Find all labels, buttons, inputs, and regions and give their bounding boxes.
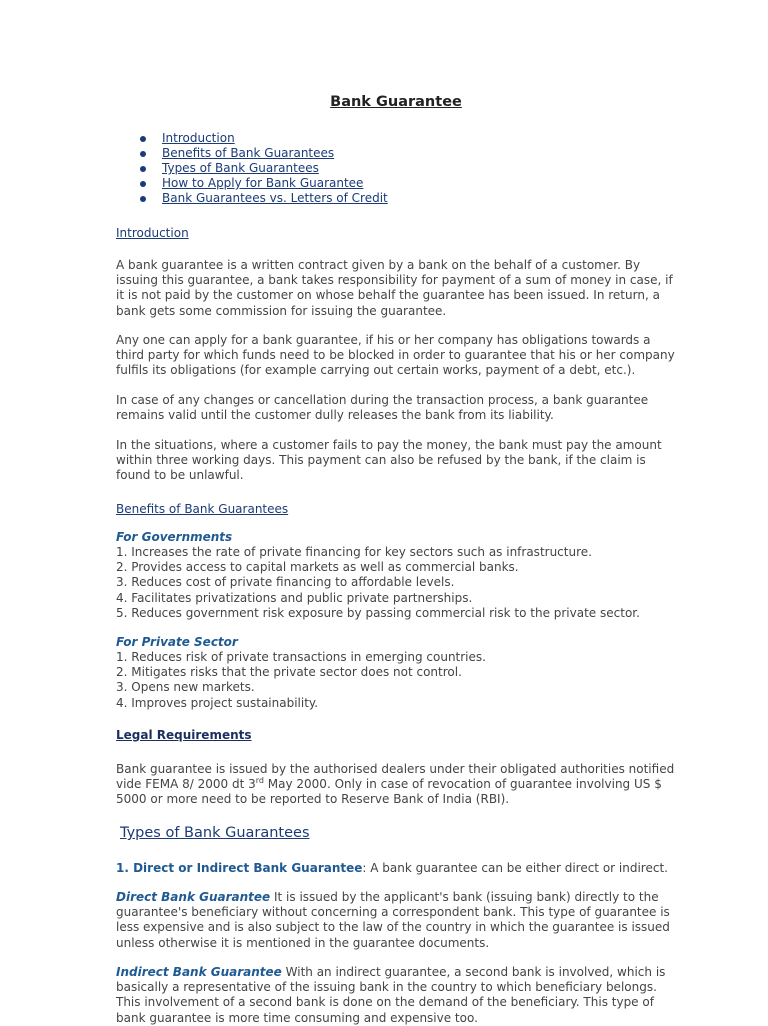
bullet-icon bbox=[140, 151, 146, 157]
toc-item[interactable] bbox=[134, 191, 388, 206]
legal-date-superscript: rd bbox=[255, 776, 264, 786]
toc-link-introduction[interactable]: Introduction bbox=[162, 131, 235, 145]
legal-requirements-heading: Legal Requirements bbox=[116, 728, 252, 742]
toc-item[interactable] bbox=[134, 176, 388, 191]
list-item: 1. Increases the rate of private financing for key sectors such as infrastructure. bbox=[116, 545, 592, 559]
direct-indirect-text: : A bank guarantee can be either direct or indirect. bbox=[362, 861, 668, 875]
list-item: 4. Improves project sustainability. bbox=[116, 695, 319, 710]
governments-subheading: For Governments bbox=[116, 530, 233, 544]
bullet-icon bbox=[140, 196, 146, 202]
private-sector-subheading: For Private Sector bbox=[116, 635, 238, 649]
direct-indirect-label: 1. Direct or Indirect Bank Guarantee bbox=[116, 861, 363, 875]
table-of-contents bbox=[134, 131, 388, 206]
toc-link-how-to-apply[interactable]: How to Apply for Bank Guarantee bbox=[162, 176, 364, 190]
list-item: 1. Reduces risk of private transactions in emerging countries. bbox=[116, 650, 486, 664]
intro-paragraph-3: In case of any changes or cancellation during the transaction process, a bank guarantee remains valid until the customer dully releases the bank from its liability. bbox=[116, 393, 649, 423]
direct-guarantee-paragraph bbox=[116, 890, 676, 951]
bullet-icon bbox=[140, 181, 146, 187]
direct-guarantee-text: It is issued by the applicant's bank (issuing bank) directly to the guarantee's beneficiary without concerning a correspondent bank. This type of guarantee is less expensive and is also subject to the law of the country in which the guarantee is issued unless otherwise it is mentioned in the guarantee documents. bbox=[116, 890, 670, 950]
types-heading-link[interactable]: Types of Bank Guarantees bbox=[120, 825, 310, 841]
legal-text-part-1: Bank guarantee is issued by the authorised dealers under their obligated authorities notified vide FEMA 8/ 2000 dt 3 bbox=[116, 762, 675, 792]
list-item: 3. Reduces cost of private financing to affordable levels. bbox=[116, 575, 455, 590]
toc-item[interactable] bbox=[134, 146, 388, 161]
direct-guarantee-label: Direct Bank Guarantee bbox=[116, 890, 271, 904]
bullet-icon bbox=[140, 136, 146, 142]
list-item: 3. Opens new markets. bbox=[116, 680, 255, 695]
toc-link-vs-letters-of-credit[interactable]: Bank Guarantees vs. Letters of Credit bbox=[162, 191, 388, 205]
private-sector-list bbox=[116, 650, 486, 711]
intro-paragraph-1: A bank guarantee is a written contract given by a bank on the behalf of a customer. By issuing this guarantee, a bank takes responsibility for payment of a sum of money in case, if it is not paid by the customer on whose behalf the guarantee has been issued. In return, a bank gets some commission for issuing the guarantee. bbox=[116, 258, 673, 318]
indirect-guarantee-label: Indirect Bank Guarantee bbox=[116, 965, 282, 979]
list-item: 5. Reduces government risk exposure by passing commercial risk to the private sector. bbox=[116, 605, 640, 620]
intro-paragraph-2: Any one can apply for a bank guarantee, if his or her company has obligations towards a third party for which funds need to be blocked in order to guarantee that his or her company fulfils its obligations (for example carrying out certain works, payment of a debt, etc.). bbox=[116, 333, 675, 378]
benefits-heading-link[interactable]: Benefits of Bank Guarantees bbox=[116, 502, 289, 516]
legal-text-part-2: May 2000. Only in case of revocation of guarantee involving US $ 5000 or more need to be reported to Reserve Bank of India (RBI). bbox=[116, 777, 662, 807]
toc-link-benefits[interactable]: Benefits of Bank Guarantees bbox=[162, 146, 335, 160]
intro-paragraph-4: In the situations, where a customer fails to pay the money, the bank must pay the amount within three working days. This payment can also be refused by the bank, if the claim is found to be unlawful. bbox=[116, 438, 662, 483]
bullet-icon bbox=[140, 166, 146, 172]
toc-link-types[interactable]: Types of Bank Guarantees bbox=[162, 161, 319, 175]
intro-heading-link[interactable]: Introduction bbox=[116, 226, 189, 240]
list-item: 2. Mitigates risks that the private sector does not control. bbox=[116, 665, 462, 680]
list-item: 4. Facilitates privatizations and public private partnerships. bbox=[116, 590, 473, 605]
governments-list bbox=[116, 545, 640, 621]
legal-paragraph bbox=[116, 762, 676, 808]
indirect-guarantee-text: With an indirect guarantee, a second bank is involved, which is basically a representative of the issuing bank in the country to which beneficiary belongs. This involvement of a second bank is done on the demand of the beneficiary. This type of bank guarantee is more time consuming and expensive too. bbox=[116, 965, 666, 1025]
direct-indirect-paragraph bbox=[116, 861, 676, 876]
page-title: Bank Guarantee bbox=[330, 94, 462, 110]
indirect-guarantee-paragraph bbox=[116, 965, 676, 1026]
toc-item[interactable] bbox=[134, 131, 388, 146]
toc-item[interactable] bbox=[134, 161, 388, 176]
list-item: 2. Provides access to capital markets as well as commercial banks. bbox=[116, 560, 519, 575]
